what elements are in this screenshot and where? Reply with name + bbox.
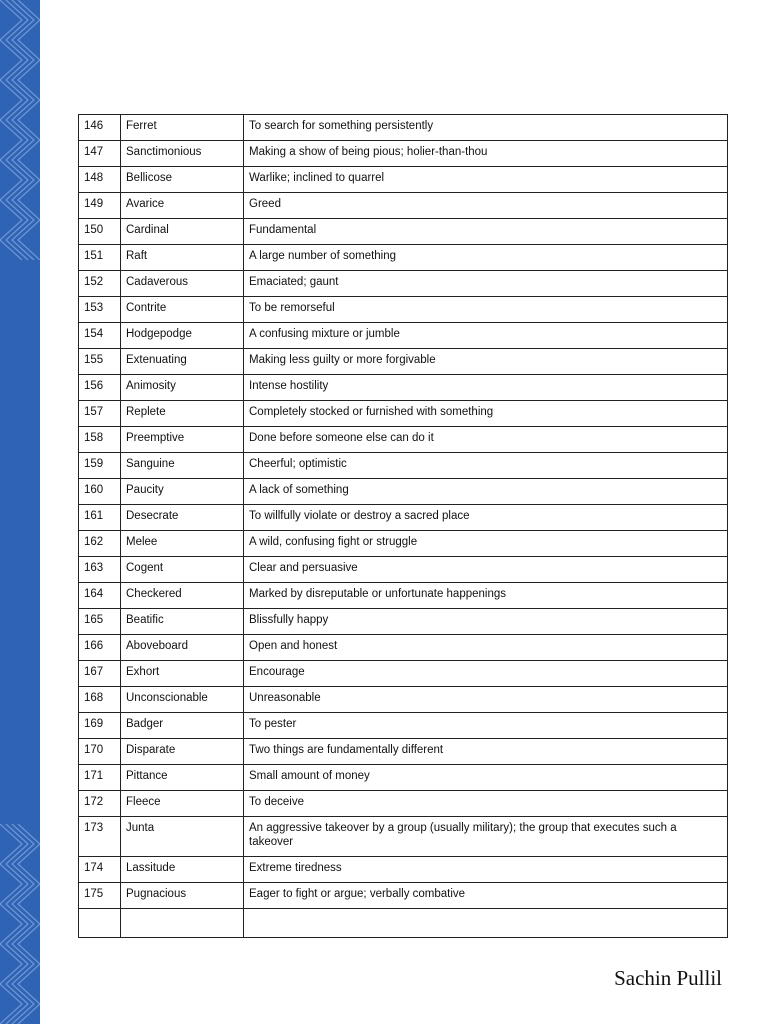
- side-band: [0, 0, 40, 1024]
- row-meaning: Two things are fundamentally different: [244, 739, 728, 765]
- table-row: [79, 635, 728, 661]
- row-number: 153: [79, 297, 121, 323]
- row-meaning: Completely stocked or furnished with something: [244, 401, 728, 427]
- row-word: Cardinal: [121, 219, 244, 245]
- table-row: [79, 557, 728, 583]
- row-meaning: To willfully violate or destroy a sacred place: [244, 505, 728, 531]
- row-meaning: A large number of something: [244, 245, 728, 271]
- row-meaning: Marked by disreputable or unfortunate happenings: [244, 583, 728, 609]
- row-meaning: Cheerful; optimistic: [244, 453, 728, 479]
- row-word: Aboveboard: [121, 635, 244, 661]
- row-word: Melee: [121, 531, 244, 557]
- table-row: [79, 167, 728, 193]
- table-row: [79, 323, 728, 349]
- row-number: 168: [79, 687, 121, 713]
- row-number: 165: [79, 609, 121, 635]
- row-word: Cogent: [121, 557, 244, 583]
- row-number: 162: [79, 531, 121, 557]
- row-word: Contrite: [121, 297, 244, 323]
- row-meaning: Open and honest: [244, 635, 728, 661]
- row-number: 175: [79, 883, 121, 909]
- row-word: Exhort: [121, 661, 244, 687]
- row-meaning: Intense hostility: [244, 375, 728, 401]
- row-word: Cadaverous: [121, 271, 244, 297]
- row-meaning: Warlike; inclined to quarrel: [244, 167, 728, 193]
- row-word: Sanguine: [121, 453, 244, 479]
- row-meaning: A lack of something: [244, 479, 728, 505]
- row-word: Hodgepodge: [121, 323, 244, 349]
- table-row: [79, 713, 728, 739]
- table-row: [79, 531, 728, 557]
- row-number: 152: [79, 271, 121, 297]
- table-row: [79, 609, 728, 635]
- table-row: [79, 453, 728, 479]
- row-word: Desecrate: [121, 505, 244, 531]
- row-meaning: Making less guilty or more forgivable: [244, 349, 728, 375]
- table-row: [79, 349, 728, 375]
- table-row: [79, 739, 728, 765]
- row-word: Checkered: [121, 583, 244, 609]
- row-number: 169: [79, 713, 121, 739]
- row-word: Sanctimonious: [121, 141, 244, 167]
- row-meaning: To be remorseful: [244, 297, 728, 323]
- row-number: 166: [79, 635, 121, 661]
- row-number: 170: [79, 739, 121, 765]
- table-row: [79, 583, 728, 609]
- row-meaning: An aggressive takeover by a group (usually military); the group that executes such a takeover: [244, 817, 728, 857]
- row-word: Avarice: [121, 193, 244, 219]
- row-word: Fleece: [121, 791, 244, 817]
- row-meaning: Encourage: [244, 661, 728, 687]
- row-meaning: A confusing mixture or jumble: [244, 323, 728, 349]
- row-number: 167: [79, 661, 121, 687]
- author-name: Sachin Pullil: [614, 966, 722, 990]
- table-row: [79, 857, 728, 883]
- table-row: [79, 115, 728, 141]
- row-meaning: Small amount of money: [244, 765, 728, 791]
- row-word: Pittance: [121, 765, 244, 791]
- table-row: [79, 817, 728, 857]
- table-row: [79, 505, 728, 531]
- vocabulary-table: [78, 114, 728, 938]
- chevron-pattern-top: [0, 0, 40, 260]
- row-word: Bellicose: [121, 167, 244, 193]
- row-meaning: Fundamental: [244, 219, 728, 245]
- table-row: [79, 271, 728, 297]
- row-meaning: Making a show of being pious; holier-than-thou: [244, 141, 728, 167]
- table-row: [79, 401, 728, 427]
- table-row: [79, 661, 728, 687]
- table-row: [79, 427, 728, 453]
- row-word: Ferret: [121, 115, 244, 141]
- row-word: Preemptive: [121, 427, 244, 453]
- row-word: Extenuating: [121, 349, 244, 375]
- row-word: Animosity: [121, 375, 244, 401]
- row-meaning: Blissfully happy: [244, 609, 728, 635]
- table-row: [79, 297, 728, 323]
- row-number: 155: [79, 349, 121, 375]
- row-number: 158: [79, 427, 121, 453]
- row-meaning: Greed: [244, 193, 728, 219]
- table-row: [79, 479, 728, 505]
- row-meaning: Done before someone else can do it: [244, 427, 728, 453]
- row-word: Unconscionable: [121, 687, 244, 713]
- row-word: Disparate: [121, 739, 244, 765]
- vocabulary-table-body: [79, 115, 728, 938]
- row-word: Junta: [121, 817, 244, 857]
- row-number: 147: [79, 141, 121, 167]
- table-row: [79, 765, 728, 791]
- row-meaning: A wild, confusing fight or struggle: [244, 531, 728, 557]
- row-number: 173: [79, 817, 121, 857]
- row-meaning: Extreme tiredness: [244, 857, 728, 883]
- row-meaning: To pester: [244, 713, 728, 739]
- table-row: [79, 791, 728, 817]
- table-row: [79, 883, 728, 909]
- filler-cell: [244, 909, 728, 938]
- row-word: Replete: [121, 401, 244, 427]
- row-number: 171: [79, 765, 121, 791]
- table-row: [79, 375, 728, 401]
- filler-cell: [121, 909, 244, 938]
- table-row: [79, 141, 728, 167]
- table-row: [79, 245, 728, 271]
- row-number: 164: [79, 583, 121, 609]
- row-number: 149: [79, 193, 121, 219]
- row-number: 160: [79, 479, 121, 505]
- table-filler-row: [79, 909, 728, 938]
- row-number: 157: [79, 401, 121, 427]
- chevron-pattern-bottom: [0, 824, 40, 1024]
- row-number: 146: [79, 115, 121, 141]
- row-word: Beatific: [121, 609, 244, 635]
- table-row: [79, 687, 728, 713]
- row-number: 161: [79, 505, 121, 531]
- row-word: Raft: [121, 245, 244, 271]
- row-number: 148: [79, 167, 121, 193]
- row-word: Paucity: [121, 479, 244, 505]
- filler-cell: [79, 909, 121, 938]
- row-number: 172: [79, 791, 121, 817]
- row-meaning: To deceive: [244, 791, 728, 817]
- row-number: 163: [79, 557, 121, 583]
- table-row: [79, 193, 728, 219]
- row-meaning: Clear and persuasive: [244, 557, 728, 583]
- row-meaning: To search for something persistently: [244, 115, 728, 141]
- row-word: Pugnacious: [121, 883, 244, 909]
- row-meaning: Emaciated; gaunt: [244, 271, 728, 297]
- row-word: Lassitude: [121, 857, 244, 883]
- table-row: [79, 219, 728, 245]
- row-number: 159: [79, 453, 121, 479]
- row-word: Badger: [121, 713, 244, 739]
- row-number: 174: [79, 857, 121, 883]
- row-number: 156: [79, 375, 121, 401]
- row-number: 154: [79, 323, 121, 349]
- row-number: 150: [79, 219, 121, 245]
- row-meaning: Unreasonable: [244, 687, 728, 713]
- row-number: 151: [79, 245, 121, 271]
- row-meaning: Eager to fight or argue; verbally combative: [244, 883, 728, 909]
